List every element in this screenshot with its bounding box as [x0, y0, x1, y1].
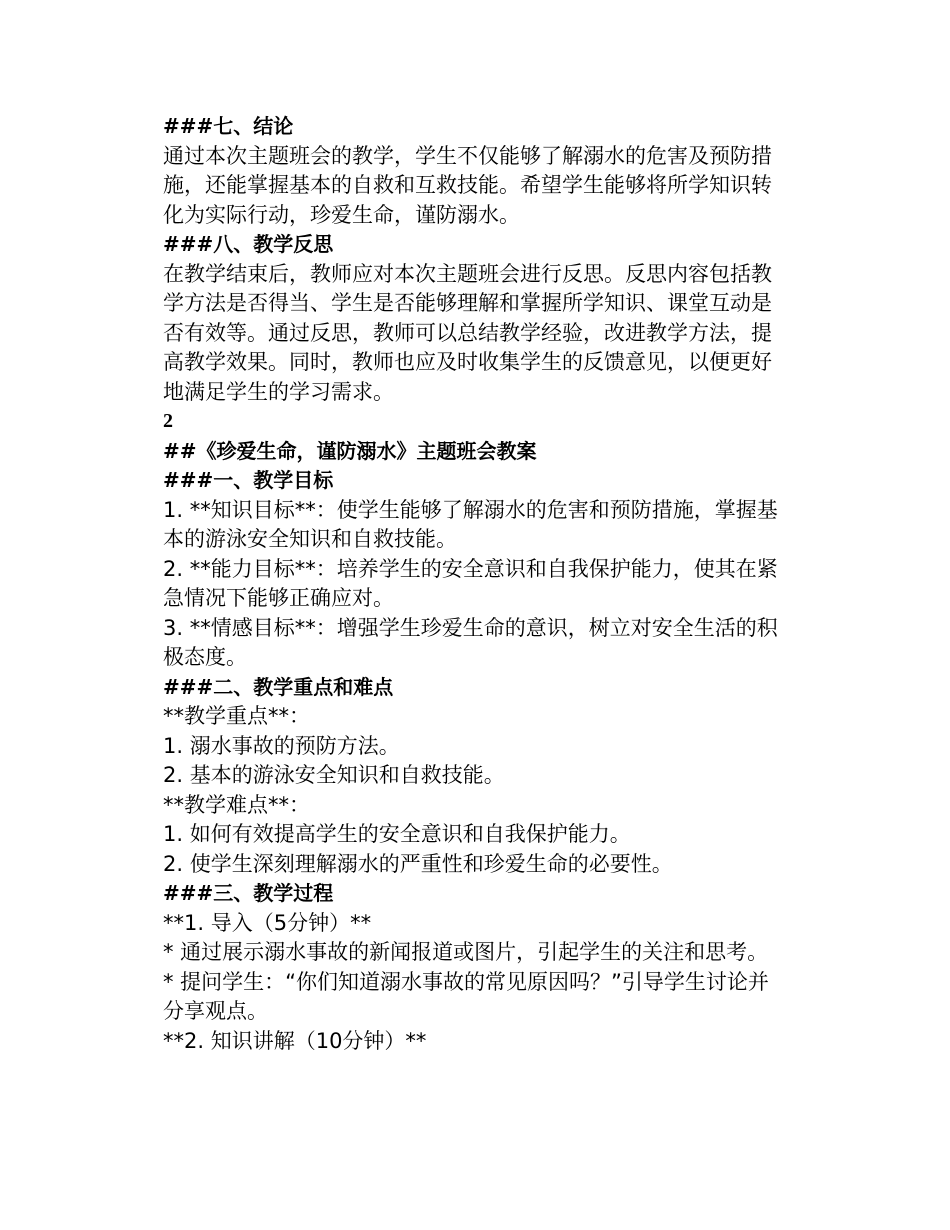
list-item: 1. **知识目标**：使学生能够了解溺水的危害和预防措施，掌握基本的游泳安全知识和自救技能。: [163, 497, 778, 551]
list-item: 2. 基本的游泳安全知识和自救技能。: [163, 763, 505, 787]
list-item: 1. 如何有效提高学生的安全意识和自我保护能力。: [163, 822, 631, 846]
focus-label: **教学重点**：: [163, 704, 310, 728]
section-heading-objectives: ###一、教学目标: [163, 468, 334, 492]
difficulty-label: **教学难点**：: [163, 792, 310, 817]
section-heading-reflection: ###八、教学反思: [163, 232, 334, 256]
list-item: 1. 溺水事故的预防方法。: [163, 733, 400, 758]
list-item: 3. **情感目标**：增强学生珍爱生命的意识，树立对安全生活的积极态度。: [163, 615, 778, 669]
page-number: 2: [163, 410, 173, 432]
step-title: **1. 导入（5分钟）**: [163, 910, 372, 935]
section-heading-process: ###三、教学过程: [163, 881, 334, 905]
list-item: 2. **能力目标**：培养学生的安全意识和自我保护能力，使其在紧急情况下能够正确应对。: [163, 556, 778, 610]
step-title: **2. 知识讲解（10分钟）**: [163, 1028, 427, 1053]
section-heading-key-points: ###二、教学重点和难点: [163, 674, 394, 699]
document-title: ##《珍爱生命，谨防溺水》主题班会教案: [163, 438, 537, 463]
document-content: [163, 112, 788, 1056]
list-item: * 提问学生：“你们知道溺水事故的常见原因吗？”引导学生讨论并分享观点。: [163, 969, 769, 1023]
section-heading-conclusion: ###七、结论: [163, 114, 294, 138]
paragraph-reflection: 在教学结束后，教师应对本次主题班会进行反思。反思内容包括教学方法是否得当、学生是否能够理解和掌握所学知识、课堂互动是否有效等。通过反思，教师可以总结教学经验，改进教学方法，提高教学效果。同时，教师也应及时收集学生的反馈意见，以便更好地满足学生的学习需求。: [163, 261, 772, 404]
paragraph-conclusion: 通过本次主题班会的教学，学生不仅能够了解溺水的危害及预防措施，还能掌握基本的自救和互救技能。希望学生能够将所学知识转化为实际行动，珍爱生命，谨防溺水。: [163, 143, 772, 227]
list-item: 2. 使学生深刻理解溺水的严重性和珍爱生命的必要性。: [163, 851, 673, 876]
list-item: * 通过展示溺水事故的新闻报道或图片，引起学生的关注和思考。: [163, 940, 769, 964]
